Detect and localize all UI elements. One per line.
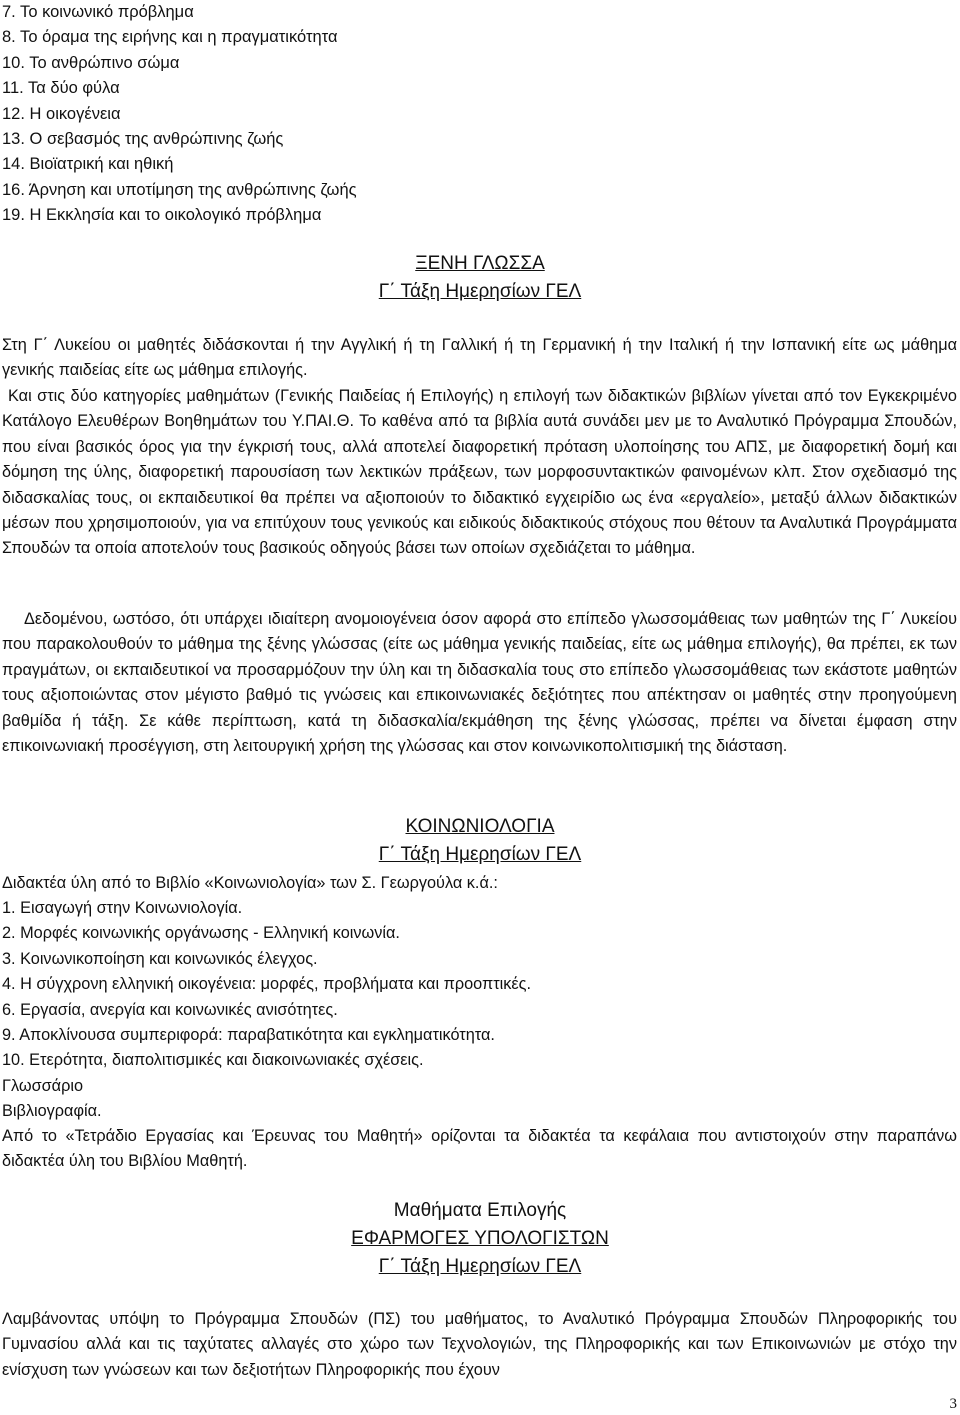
page-number: 3 (949, 1396, 957, 1412)
electives-label: Μαθήματα Επιλογής (393, 1200, 567, 1221)
sociology-heading (0, 813, 960, 869)
electives-heading (0, 1197, 960, 1281)
topic-list (2, 0, 357, 229)
section-title: ΚΟΙΝΩΝΙΟΛΟΓΙΑ (405, 816, 555, 837)
section-subtitle: Γ΄ Τάξη Ημερησίων ΓΕΛ (378, 844, 582, 865)
electives-paragraph-1: Λαμβάνοντας υπόψη το Πρόγραμμα Σπουδών (ΠΣ) του μαθήματος, το Αναλυτικό Πρόγραμμα Σπουδών Πληροφορικής του Γυμνασίου αλλά και τις ταχύτατες αλλαγές στο χώρο των Τεχνολογιών, της Πληροφορικής και των Επικοινωνιών με στόχο την ενίσχυση των γνώσεων και των δεξιοτήτων Πληροφορικής που έχουν (2, 1310, 957, 1379)
section-title: ΞΕΝΗ ΓΛΩΣΣΑ (415, 253, 545, 274)
list-item: 19. Η Εκκλησία και το οικολογικό πρόβλημα (2, 206, 322, 225)
foreign-paragraph-1: Στη Γ΄ Λυκείου οι μαθητές διδάσκονται ή την Αγγλική ή τη Γαλλική ή τη Γερμανική ή την Ιταλική ή την Ισπανική είτε ως μάθημα γενικής παιδείας είτε ως μάθημα επιλογής. (2, 336, 957, 380)
list-item: 3. Κοινωνικοποίηση και κοινωνικός έλεγχος. (2, 949, 318, 968)
list-item: 6. Εργασία, ανεργία και κοινωνικές ανισότητες. (2, 1000, 338, 1019)
list-item: 2. Μορφές κοινωνικής οργάνωσης - Ελληνική κοινωνία. (2, 924, 400, 943)
section-title: ΕΦΑΡΜΟΓΕΣ ΥΠΟΛΟΓΙΣΤΩΝ (351, 1228, 609, 1249)
list-item: 7. Το κοινωνικό πρόβλημα (2, 3, 194, 21)
list-item: Βιβλιογραφία. (2, 1102, 102, 1121)
foreign-language-heading (0, 250, 960, 306)
list-item: Γλωσσάριο (2, 1076, 84, 1095)
list-item: 11. Τα δύο φύλα (2, 79, 120, 98)
list-item: 9. Αποκλίνουσα συμπεριφορά: παραβατικότητα και εγκληματικότητα. (2, 1026, 495, 1045)
sociology-list (2, 896, 957, 1125)
list-item: 12. Η οικογένεια (2, 104, 121, 123)
list-item: 8. Το όραμα της ειρήνης και η πραγματικότητα (2, 28, 338, 47)
list-item: 10. Ετερότητα, διαπολιτισμικές και διακοινωνιακές σχέσεις. (2, 1051, 424, 1070)
sociology-workbook-paragraph: Από το «Τετράδιο Εργασίας και Έρευνας του Μαθητή» ορίζονται τα διδακτέα τα κεφάλαια που αντιστοιχούν στην παραπάνω διδακτέα ύλη του Βιβλίου Μαθητή. (2, 1127, 957, 1171)
list-item: 1. Εισαγωγή στην Κοινωνιολογία. (2, 899, 243, 917)
sociology-intro: Διδακτέα ύλη από το Βιβλίο «Κοινωνιολογία» των Σ. Γεωργούλα κ.ά.: (2, 874, 498, 892)
foreign-paragraph-3: Δεδομένου, ωστόσο, ότι υπάρχει ιδιαίτερη ανομοιογένεια όσον αφορά στο επίπεδο γλωσσομάθειας των μαθητών της Γ΄ Λυκείου που παρακολουθούν το μάθημα της ξένης γλώσσας (είτε ως μάθημα γενικής παιδείας, είτε ως μάθημα επιλογής), θα πρέπει, εκ των πραγμάτων, οι εκπαιδευτικοί να προσαρμόζουν την ύλη και τη διδασκαλία τους στο επίπεδο γλωσσομάθειας των εκάστοτε μαθητών τους αξιοποιώντας στον μέγιστο βαθμό τις γνώσεις και επικοινωνιακές δεξιότητες που απέκτησαν οι μαθητές στην προηγούμενη βαθμίδα ή τάξη. Σε κάθε περίπτωση, κατά τη διδασκαλία/εκμάθηση της ξένης γλώσσας, πρέπει να δίνεται έμφαση στην επικοινωνιακή προσέγγιση, στη λειτουργική χρήση της γλώσσας και στον κοινωνικοπολιτισμική της διάσταση. (2, 610, 957, 756)
list-item: 4. Η σύγχρονη ελληνική οικογένεια: μορφές, προβλήματα και προοπτικές. (2, 975, 532, 994)
list-item: 13. Ο σεβασμός της ανθρώπινης ζωής (2, 130, 284, 149)
list-item: 14. Βιοϊατρική και ηθική (2, 155, 174, 174)
section-subtitle: Γ΄ Τάξη Ημερησίων ΓΕΛ (378, 1256, 582, 1277)
section-subtitle: Γ΄ Τάξη Ημερησίων ΓΕΛ (378, 281, 582, 302)
list-item: 16. Άρνηση και υποτίμηση της ανθρώπινης ζωής (2, 180, 357, 199)
foreign-paragraph-2: Και στις δύο κατηγορίες μαθημάτων (Γενικής Παιδείας ή Επιλογής) η επιλογή των διδακτικών βιβλίων γίνεται από τον Εγκεκριμένο Κατάλογο Ελευθέρων Βοηθημάτων του Υ.ΠΑΙ.Θ. Το καθένα από τα βιβλία αυτά συνάδει μεν με το Αναλυτικό Πρόγραμμα Σπουδών, που είναι βασικός όρος για την έγκρισή τους, αλλά αποτελεί διαφορετική πρόταση υλοποίησης του ΑΠΣ, με διαφορετική δομή και δόμηση της ύλης, διαφορετική παρουσίαση των λεκτικών πράξεων, των μορφοσυντακτικών φαινομένων κλπ. Στον σχεδιασμό της διδασκαλίας τους, οι εκπαιδευτικοί θα πρέπει να αξιοποιούν το διδακτικό εγχειρίδιο ως ένα «εργαλείο», μεταξύ άλλων διδακτικών μέσων που χρησιμοποιούν, για να επιτύχουν τους γενικούς και ειδικούς διδακτικούς στόχους που θέτουν τα Αναλυτικά Προγράμματα Σπουδών τα οποία αποτελούν τους βασικούς οδηγούς βάσει των οποίων σχεδιάζεται το μάθημα. (2, 387, 957, 558)
list-item: 10. Το ανθρώπινο σώμα (2, 53, 180, 72)
